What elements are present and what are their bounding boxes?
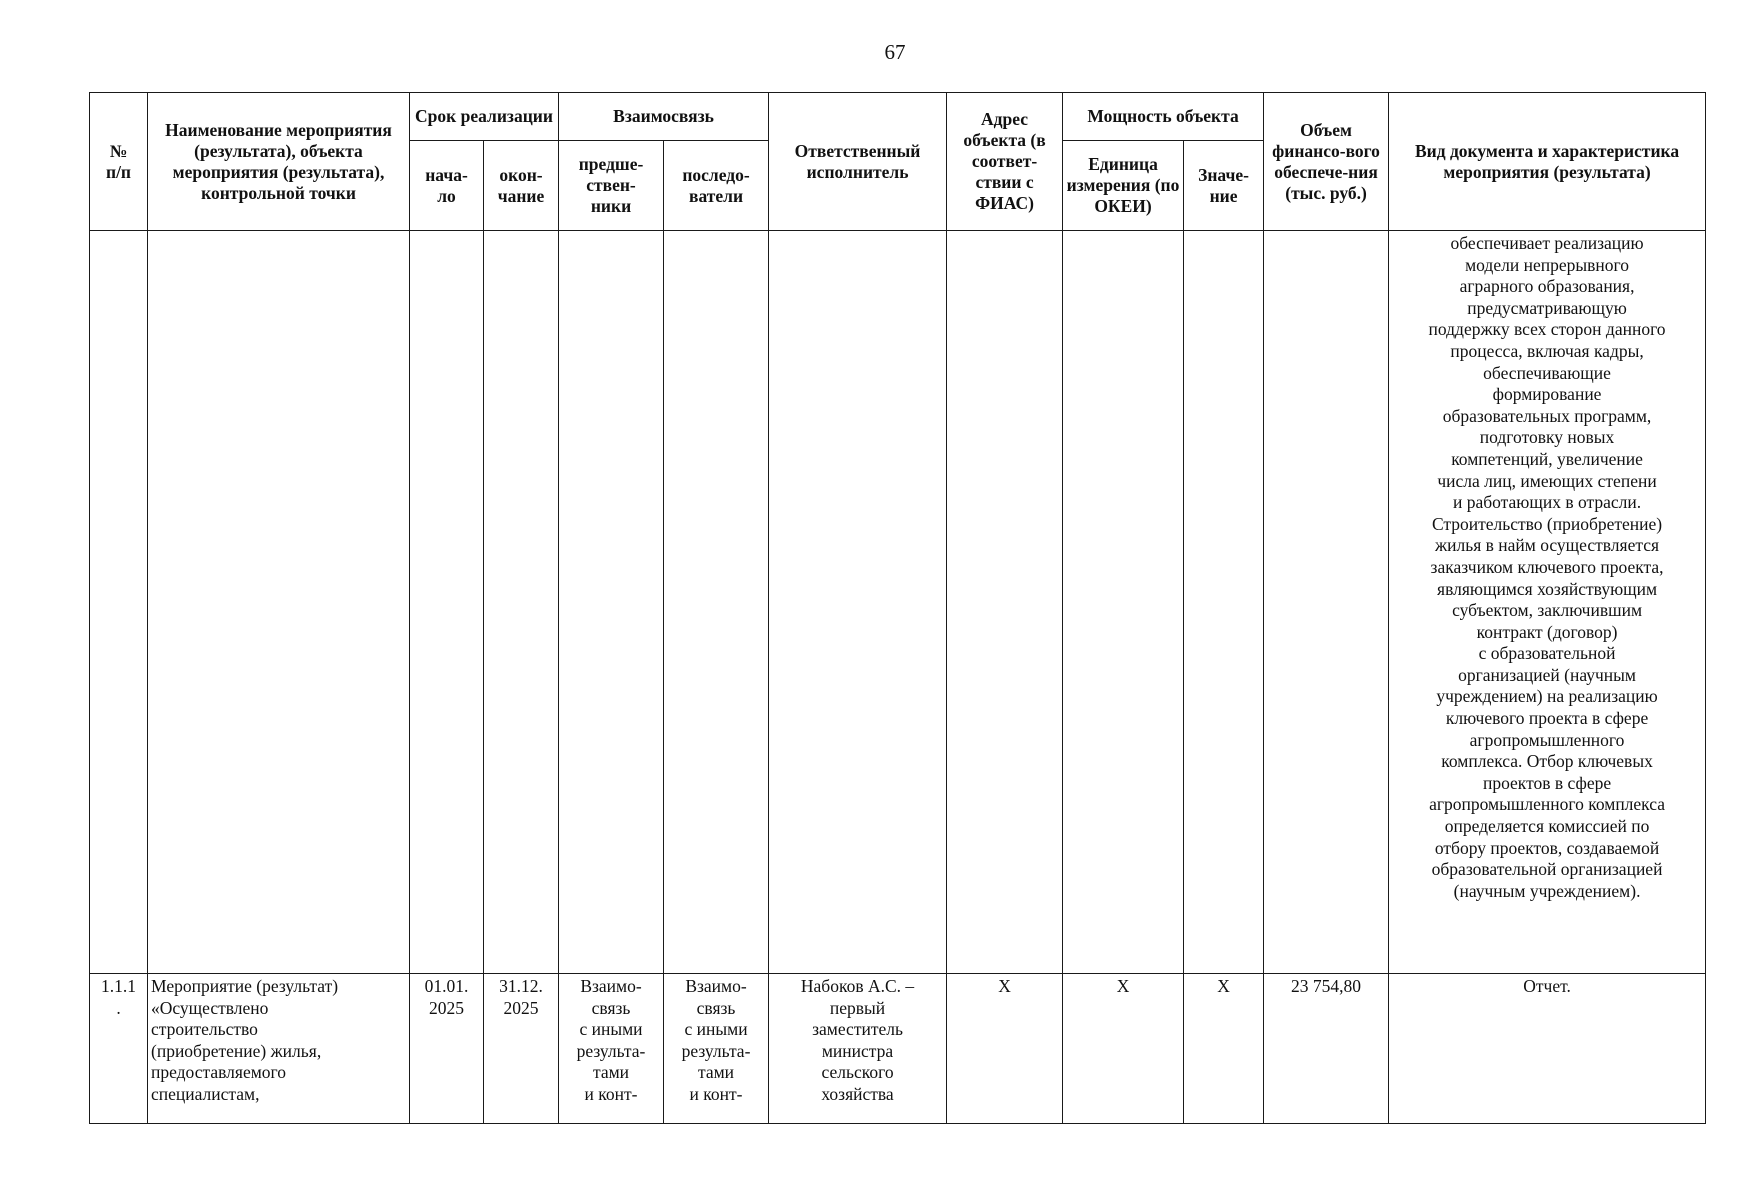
header-capacity: Мощность объекта <box>1063 93 1264 141</box>
header-period-end: окон- чание <box>484 141 559 231</box>
header-relation-prev: предше- ствен- ники <box>559 141 664 231</box>
cell-address <box>947 231 1063 974</box>
cell-unit <box>1063 231 1184 974</box>
page-number: 67 <box>884 40 906 64</box>
cell-doc-type: Отчет. <box>1389 974 1706 1124</box>
cell-doc-type: обеспечивает реализацию модели непрерывного аграрного образования, предусматривающую поддержку всех сторон данного процесса, включая кадры, обеспечивающие формирование образовательных программ, подготовку новых компетенций, увеличение числа лиц, имеющих степени и работающих в отрасли. Строительство (приобретение) жилья в найм осуществляется заказчиком ключевого проекта, являющимся хозяйствующим субъектом, заключившим контракт (договор) с образовательной организацией (научным учреждением) на реализацию ключевого проекта в сфере агропромышленного комплекса. Отбор ключевых проектов в сфере агропромышленного комплекса определяется комиссией по отбору проектов, создаваемой образовательной организацией (научным учреждением). <box>1389 231 1706 974</box>
header-relation: Взаимосвязь <box>559 93 769 141</box>
table-row <box>90 974 1706 1124</box>
header-capacity-unit: Единица измерения (по ОКЕИ) <box>1063 141 1184 231</box>
cell-responsible: Набоков А.С. – первый заместитель министра сельского хозяйства <box>769 974 947 1124</box>
cell-unit: Х <box>1063 974 1184 1124</box>
cell-num: 1.1.1 . <box>90 974 148 1124</box>
cell-num <box>90 231 148 974</box>
header-address: Адрес объекта (в соответ-ствии с ФИАС) <box>947 93 1063 231</box>
header-doc-type: Вид документа и характеристика мероприятия (результата) <box>1389 93 1706 231</box>
cell-responsible <box>769 231 947 974</box>
cell-prev <box>559 231 664 974</box>
cell-finance <box>1264 231 1389 974</box>
cell-value <box>1184 231 1264 974</box>
events-table <box>89 92 1706 1124</box>
header-num: № п/п <box>90 93 148 231</box>
header-finance: Объем финансо-вого обеспече-ния (тыс. руб.) <box>1264 93 1389 231</box>
cell-next <box>664 231 769 974</box>
header-period: Срок реализации <box>410 93 559 141</box>
cell-finance: 23 754,80 <box>1264 974 1389 1124</box>
cell-prev: Взаимо- связь с иными результа- тами и конт- <box>559 974 664 1124</box>
header-capacity-value: Значе- ние <box>1184 141 1264 231</box>
header-name: Наименование мероприятия (результата), объекта мероприятия (результата), контрольной точки <box>148 93 410 231</box>
table-row <box>90 231 1706 974</box>
cell-start: 01.01. 2025 <box>410 974 484 1124</box>
header-relation-next: последо- ватели <box>664 141 769 231</box>
cell-end: 31.12. 2025 <box>484 974 559 1124</box>
cell-address: Х <box>947 974 1063 1124</box>
cell-name: Мероприятие (результат) «Осуществлено строительство (приобретение) жилья, предоставляемого специалистам, <box>148 974 410 1124</box>
header-period-start: нача- ло <box>410 141 484 231</box>
cell-end <box>484 231 559 974</box>
cell-name <box>148 231 410 974</box>
cell-next: Взаимо- связь с иными результа- тами и конт- <box>664 974 769 1124</box>
cell-value: Х <box>1184 974 1264 1124</box>
header-responsible: Ответственный исполнитель <box>769 93 947 231</box>
cell-start <box>410 231 484 974</box>
